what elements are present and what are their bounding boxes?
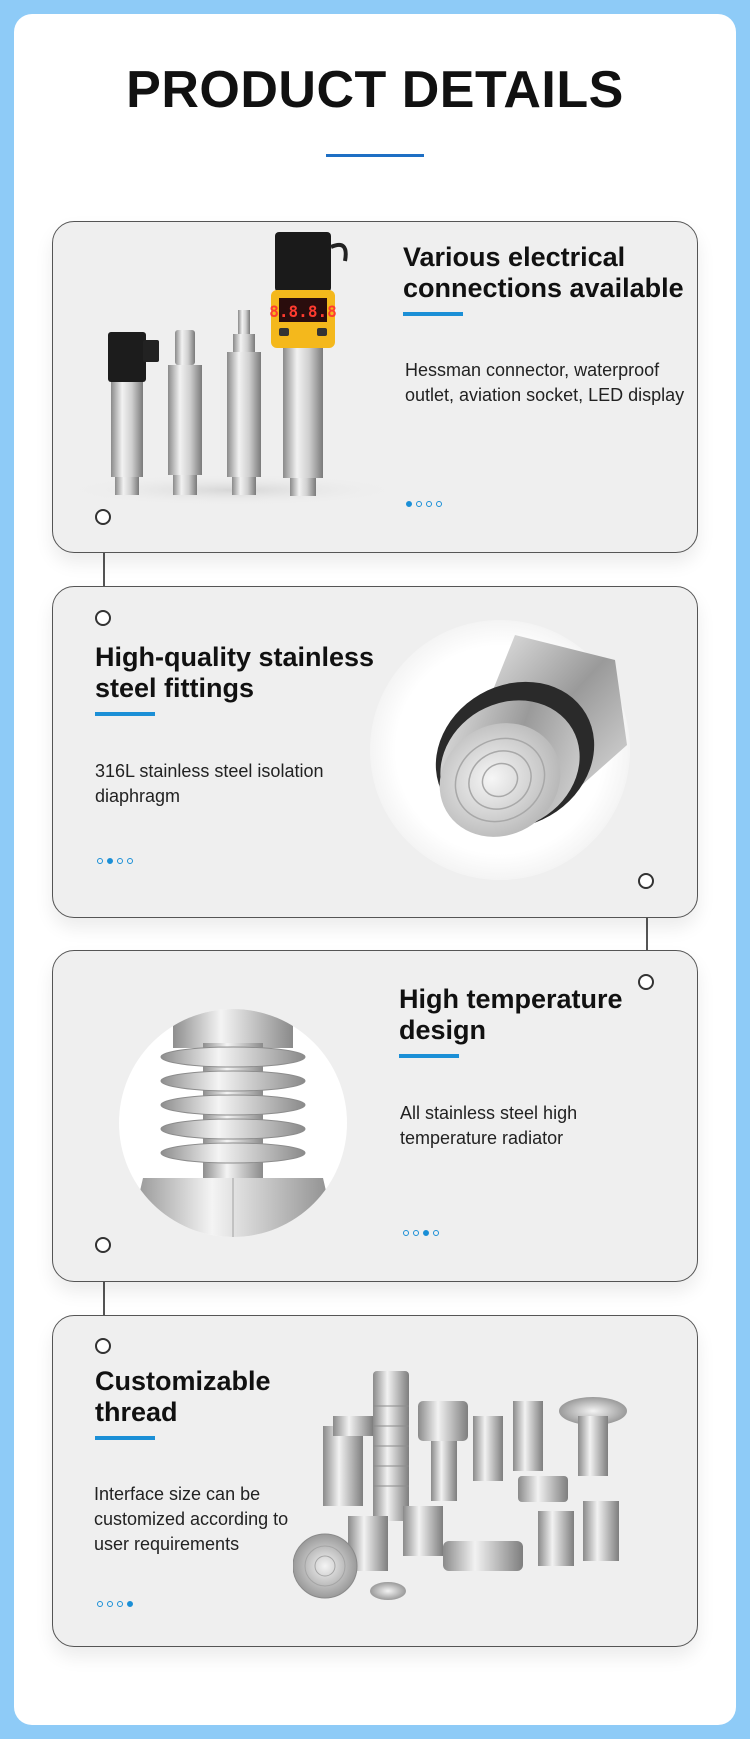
stainless-diaphragm-image xyxy=(365,615,635,885)
dot-3[interactable] xyxy=(423,1230,429,1236)
dot-1[interactable] xyxy=(97,858,103,864)
pagination-dots xyxy=(403,1230,439,1236)
timeline-node xyxy=(95,1237,111,1253)
pagination-dots xyxy=(97,1601,133,1607)
dot-2[interactable] xyxy=(413,1230,419,1236)
card-title: Customizable thread xyxy=(95,1366,271,1427)
cooling-fins-image xyxy=(113,1003,353,1243)
feature-card-stainless xyxy=(52,586,698,918)
svg-text:8.8.8.8: 8.8.8.8 xyxy=(269,302,337,321)
dot-4[interactable] xyxy=(127,1601,133,1607)
dot-4[interactable] xyxy=(433,1230,439,1236)
timeline-node xyxy=(638,974,654,990)
dot-2[interactable] xyxy=(107,858,113,864)
pressure-transmitters-image xyxy=(53,222,393,512)
timeline-node xyxy=(95,610,111,626)
pagination-dots xyxy=(406,501,442,507)
thread-fittings-image xyxy=(293,1366,673,1616)
dot-2[interactable] xyxy=(416,501,422,507)
card-title: High-quality stainless steel fittings xyxy=(95,642,375,703)
dot-4[interactable] xyxy=(127,858,133,864)
title-accent-bar xyxy=(95,712,155,716)
dot-3[interactable] xyxy=(426,501,432,507)
dot-1[interactable] xyxy=(97,1601,103,1607)
card-title: Various electrical connections available xyxy=(403,242,684,303)
title-accent-bar xyxy=(95,1436,155,1440)
title-accent-bar xyxy=(403,312,463,316)
card-title: High temperature design xyxy=(399,984,623,1045)
page-title: PRODUCT DETAILS xyxy=(126,61,624,119)
card-description: Interface size can be customized according to user requirements xyxy=(94,1484,289,1554)
dot-1[interactable] xyxy=(406,501,412,507)
feature-card-thread xyxy=(52,1315,698,1647)
card-description: All stainless steel high temperature radiator xyxy=(400,1103,578,1148)
pagination-dots xyxy=(97,858,133,864)
timeline-node xyxy=(95,1338,111,1354)
dot-4[interactable] xyxy=(436,501,442,507)
dot-3[interactable] xyxy=(117,858,123,864)
dot-1[interactable] xyxy=(403,1230,409,1236)
timeline-node xyxy=(95,509,111,525)
title-accent-bar xyxy=(399,1054,459,1058)
title-underline xyxy=(326,154,424,157)
card-description: Hessman connector, waterproof outlet, aviation socket, LED display xyxy=(405,360,685,405)
feature-card-high-temperature xyxy=(52,950,698,1282)
card-description: 316L stainless steel isolation diaphragm xyxy=(95,761,324,806)
feature-card-electrical xyxy=(52,221,698,553)
timeline-node xyxy=(638,873,654,889)
dot-3[interactable] xyxy=(117,1601,123,1607)
dot-2[interactable] xyxy=(107,1601,113,1607)
